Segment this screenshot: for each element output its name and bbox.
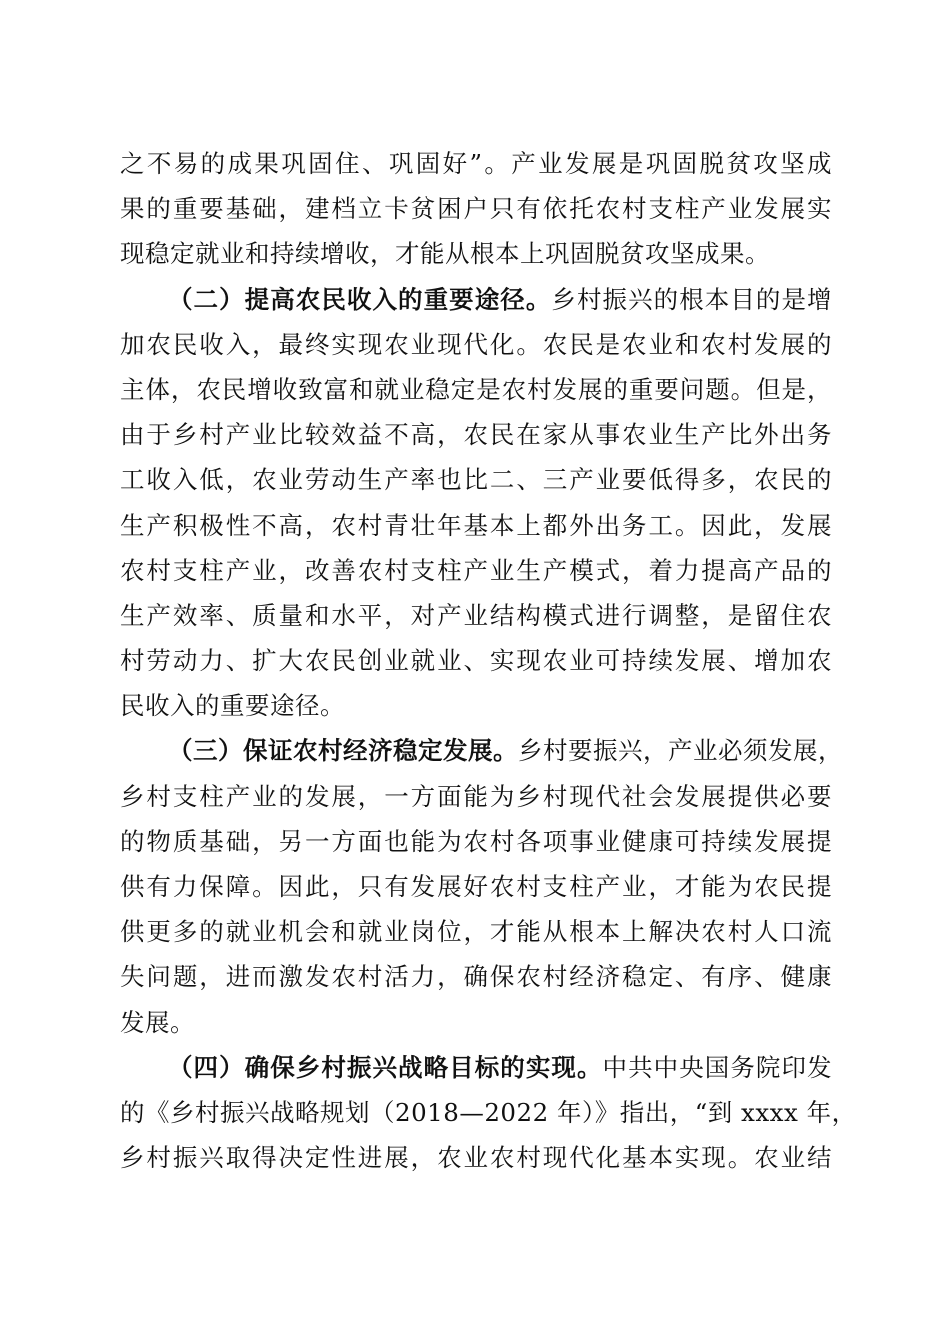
section-heading: （四）确保乡村振兴战略目标的实现。 (168, 1052, 603, 1082)
text-line-body: 中共中央国务院印发 (602, 1052, 833, 1082)
text-line: 发展。 (120, 1007, 195, 1037)
text-line: 果的重要基础，建档立卡贫困户只有依托农村支柱产业发展实 (120, 194, 832, 224)
paragraph-3 (120, 728, 843, 1044)
paragraph-2 (120, 277, 832, 729)
text-line: 现稳定就业和持续增收，才能从根本上巩固脱贫攻坚成果。 (120, 239, 770, 269)
text-line: 加农民收入，最终实现农业现代化。农民是农业和农村发展的 (120, 329, 832, 359)
text-line: 乡村振兴取得决定性进展，农业农村现代化基本实现。农业结 (120, 1143, 832, 1173)
text-line: 供有力保障。因此，只有发展好农村支柱产业，才能为农民提 (120, 872, 832, 901)
text-line: 的物质基础，另一方面也能为农村各项事业健康可持续发展提 (120, 826, 832, 856)
text-line (120, 1045, 832, 1090)
text-line: 的《乡村振兴战略规划（2018—2022 年）》指出，“到 xxxx 年， (120, 1097, 857, 1127)
text-line-body: 乡村要振兴，产业必须发展， (518, 736, 843, 766)
text-line: 村劳动力、扩大农民创业就业、实现农业可持续发展、增加农 (120, 646, 832, 676)
text-line: 生产积极性不高，农村青壮年基本上都外出务工。因此，发展 (120, 510, 832, 540)
section-heading: （二）提高农民收入的重要途径。 (168, 284, 552, 314)
text-line-body: 乡村振兴的根本目的是增 (551, 284, 833, 314)
paragraph-1 (120, 141, 832, 277)
text-line: 工收入低，农业劳动生产率也比二、三产业要低得多，农民的 (120, 465, 832, 495)
text-line: 供更多的就业机会和就业岗位，才能从根本上解决农村人口流 (120, 917, 832, 947)
text-line: 主体，农民增收致富和就业稳定是农村发展的重要问题。但是， (120, 374, 832, 404)
text-line (120, 277, 832, 322)
text-line: 之不易的成果巩固住、巩固好”。产业发展是巩固脱贫攻坚成 (120, 149, 832, 178)
document-page (120, 141, 857, 1180)
text-line: 由于乡村产业比较效益不高，农民在家从事农业生产比外出务 (120, 420, 832, 450)
text-line: 乡村支柱产业的发展，一方面能为乡村现代社会发展提供必要 (120, 781, 832, 811)
paragraph-4 (120, 1045, 857, 1181)
section-heading: （三）保证农村经济稳定发展。 (168, 736, 518, 766)
text-line: 民收入的重要途径。 (120, 691, 345, 721)
text-line: 农村支柱产业，改善农村支柱产业生产模式，着力提高产品的 (120, 555, 832, 585)
text-line: 生产效率、质量和水平，对产业结构模式进行调整，是留住农 (120, 600, 832, 630)
text-line: 失问题，进而激发农村活力，确保农村经济稳定、有序、健康 (120, 962, 832, 992)
text-line (120, 728, 843, 773)
